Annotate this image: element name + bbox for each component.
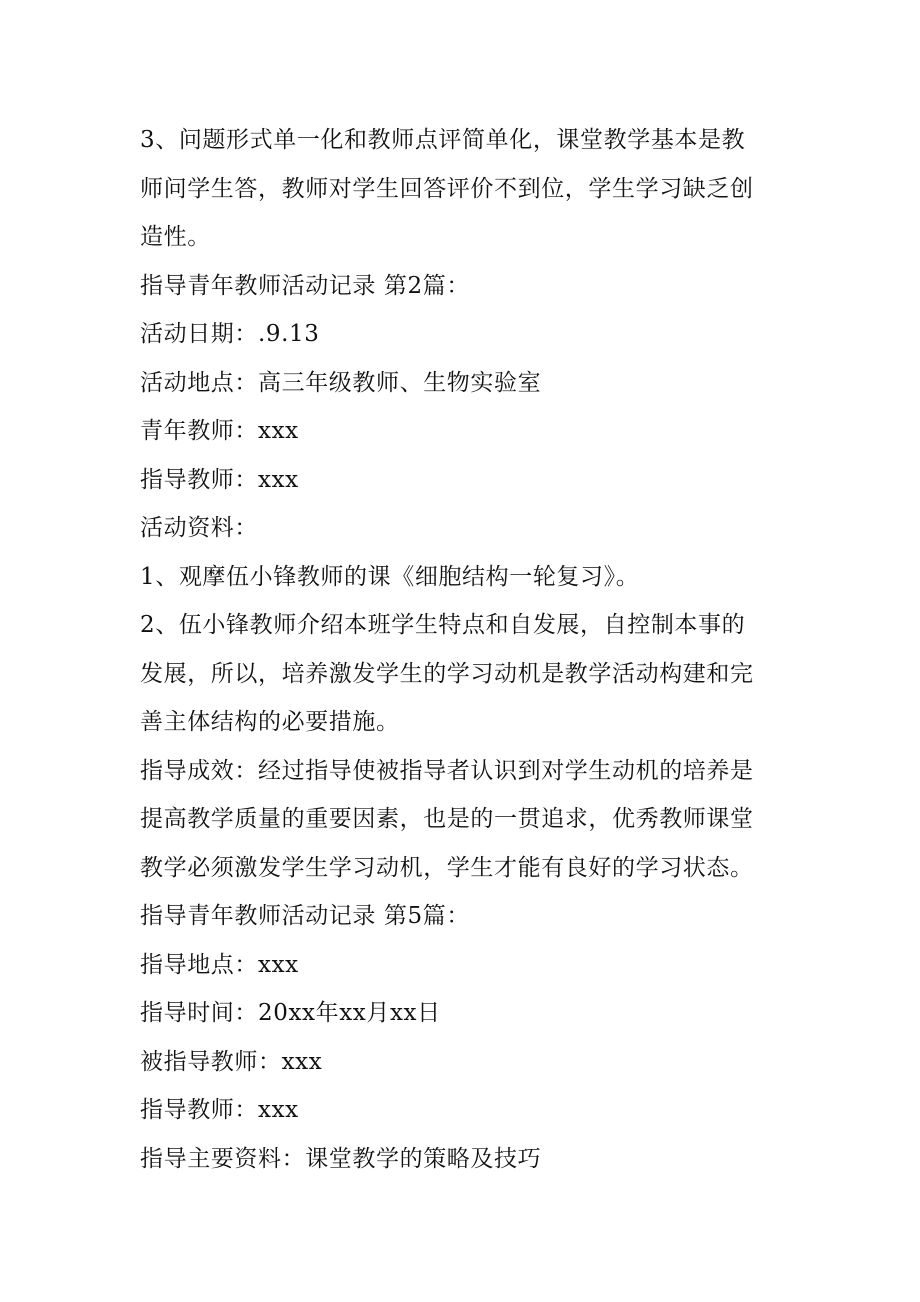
document-body — [140, 116, 790, 1183]
paragraph-line: 发展，所以，培养激发学生的学习动机是教学活动构建和完 — [140, 660, 754, 687]
paragraph-line: 善主体结构的必要措施。 — [140, 709, 400, 735]
activity-date: 活动日期：.9.13 — [140, 321, 320, 347]
list-item: 1、观摩伍小锋教师的课《细胞结构一轮复习》。 — [140, 563, 640, 590]
mentor-teacher: 指导教师：xxx — [140, 1097, 299, 1123]
list-item: 2、伍小锋教师介绍本班学生特点和自发展，自控制本事的 — [140, 612, 746, 638]
guidance-main-materials: 指导主要资料：课堂教学的策略及技巧 — [140, 1145, 542, 1172]
guidance-time: 指导时间：20xx年xx月xx日 — [140, 1000, 441, 1026]
paragraph-line: 提高教学质量的重要因素，也是的一贯追求，优秀教师课堂 — [140, 806, 754, 832]
paragraph-line: 师问学生答，教师对学生回答评价不到位，学生学习缺乏创 — [140, 175, 754, 202]
young-teacher: 青年教师：xxx — [140, 418, 299, 444]
section-heading: 指导青年教师活动记录 第2篇： — [140, 272, 470, 299]
mentee-teacher: 被指导教师：xxx — [140, 1048, 323, 1075]
section-heading: 指导青年教师活动记录 第5篇： — [140, 903, 470, 929]
mentor-teacher: 指导教师：xxx — [140, 466, 299, 493]
activity-materials-label: 活动资料： — [140, 515, 258, 541]
activity-location: 活动地点：高三年级教师、生物实验室 — [140, 369, 542, 396]
guidance-location: 指导地点：xxx — [140, 951, 299, 978]
paragraph-line: 3、问题形式单一化和教师点评简单化，课堂教学基本是教 — [140, 127, 746, 153]
guidance-results: 指导成效：经过指导使被指导者认识到对学生动机的培养是 — [140, 757, 754, 784]
paragraph-line: 教学必须激发学生学习动机，学生才能有良好的学习状态。 — [140, 854, 754, 881]
paragraph-line: 造性。 — [140, 224, 211, 250]
